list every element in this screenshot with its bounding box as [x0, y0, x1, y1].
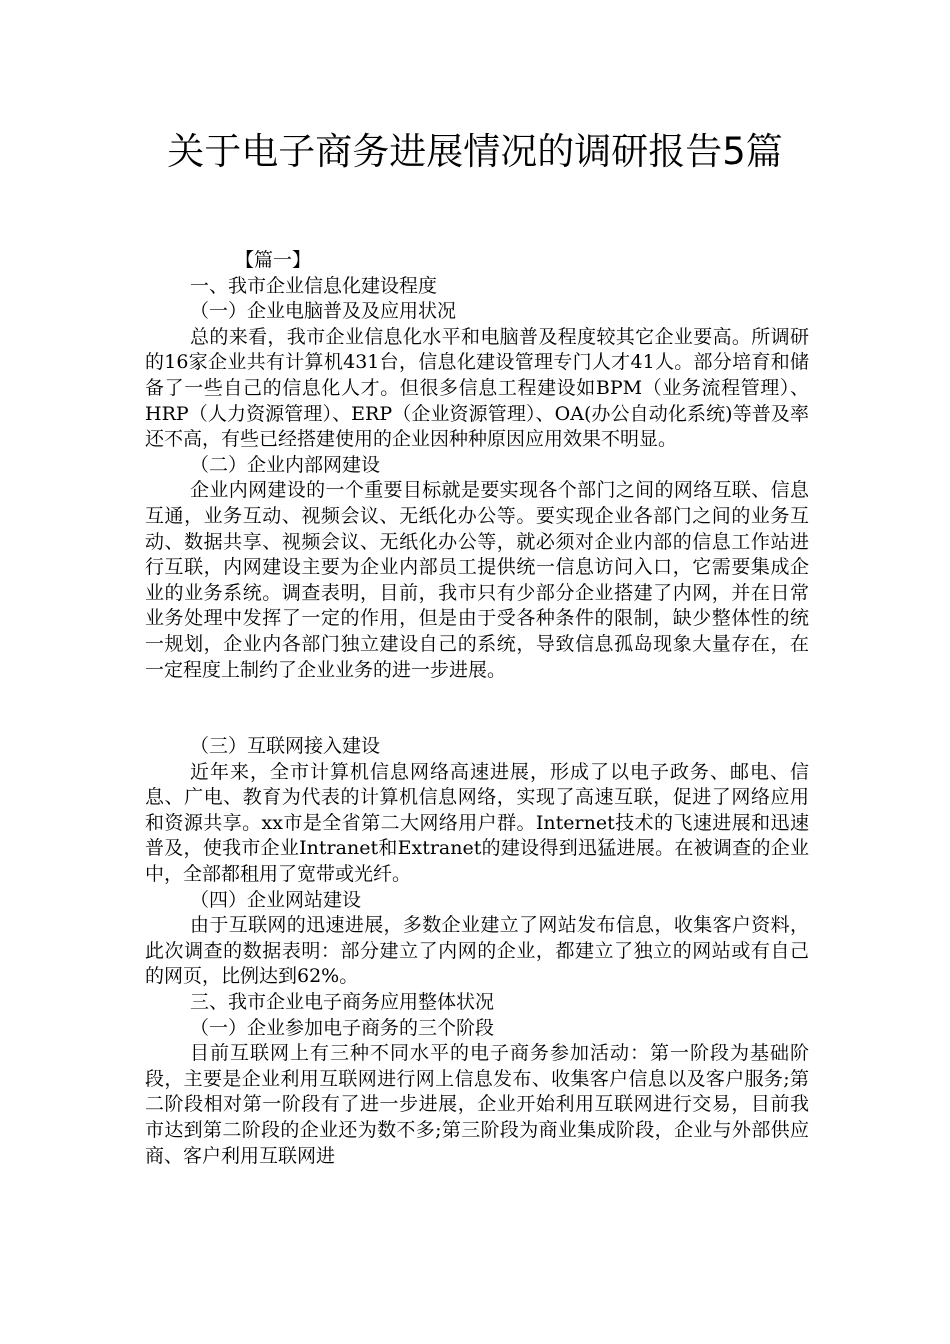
subheading-4: （四）企业网站建设 [190, 888, 362, 911]
document-title: 关于电子商务进展情况的调研报告5篇 [167, 130, 783, 173]
document-body [145, 248, 809, 1169]
subheading-5: （一）企业参加电子商务的三个阶段 [190, 1016, 495, 1039]
paragraph-4: 由于互联网的迅速进展，多数企业建立了网站发布信息，收集客户资料，此次调查的数据表明：部分建立了内网的企业，都建立了独立的网站或有自己的网页，比例达到62%。 [145, 914, 809, 988]
subheading-2: （二）企业内部网建设 [190, 453, 381, 476]
blank-gap [145, 683, 809, 734]
paragraph-3: 近年来，全市计算机信息网络高速进展，形成了以电子政务、邮电、信息、广电、教育为代表的计算机信息网络，实现了高速互联，促进了网络应用和资源共享。xx市是全省第二大网络用户群。Internet技术的飞速进展和迅速普及，使我市企业Intranet和Extranet的建设得到迅猛进展。在被调查的企业中，全部都租用了宽带或光纤。 [145, 760, 809, 886]
paragraph-5: 目前互联网上有三种不同水平的电子商务参加活动：第一阶段为基础阶段，主要是企业利用互联网进行网上信息发布、收集客户信息以及客户服务;第二阶段相对第一阶段有了进一步进展，企业开始利用互联网进行交易，目前我市达到第二阶段的企业还为数不多;第三阶段为商业集成阶段，企业与外部供应商、客户利用互联网进 [145, 1042, 809, 1167]
paragraph-2: 企业内网建设的一个重要目标就是要实现各个部门之间的网络互联、信息互通，业务互动、视频会议、无纸化办公等。要实现企业各部门之间的业务互动、数据共享、视频会议、无纸化办公等，就必须对企业内部的信息工作站进行互联，内网建设主要为企业内部员工提供统一信息访问入口，它需要集成企业的业务系统。调查表明，目前，我市只有少部分企业搭建了内网，并在日常业务处理中发挥了一定的作用，但是由于受各种条件的限制，缺少整体性的统一规划，企业内各部门独立建设自己的系统，导致信息孤岛现象大量存在，在一定程度上制约了企业业务的进一步进展。 [145, 479, 809, 681]
heading-1: 一、我市企业信息化建设程度 [190, 274, 438, 297]
section-label: 【篇一】 [235, 249, 312, 271]
heading-3: 三、我市企业电子商务应用整体状况 [190, 991, 495, 1014]
paragraph-1: 总的来看，我市企业信息化水平和电脑普及程度较其它企业要高。所调研的16家企业共有计算机431台，信息化建设管理专门人才41人。部分培育和储备了一些自己的信息化人才。但很多信息工程建设如BPM（业务流程管理）、HRP（人力资源管理）、ERP（企业资源管理）、OA(办公自动化系统)等普及率还不高，有些已经搭建使用的企业因种种原因应用效果不明显。 [145, 325, 809, 451]
subheading-3: （三）互联网接入建设 [190, 735, 381, 758]
subheading-1: （一）企业电脑普及及应用状况 [190, 300, 457, 323]
